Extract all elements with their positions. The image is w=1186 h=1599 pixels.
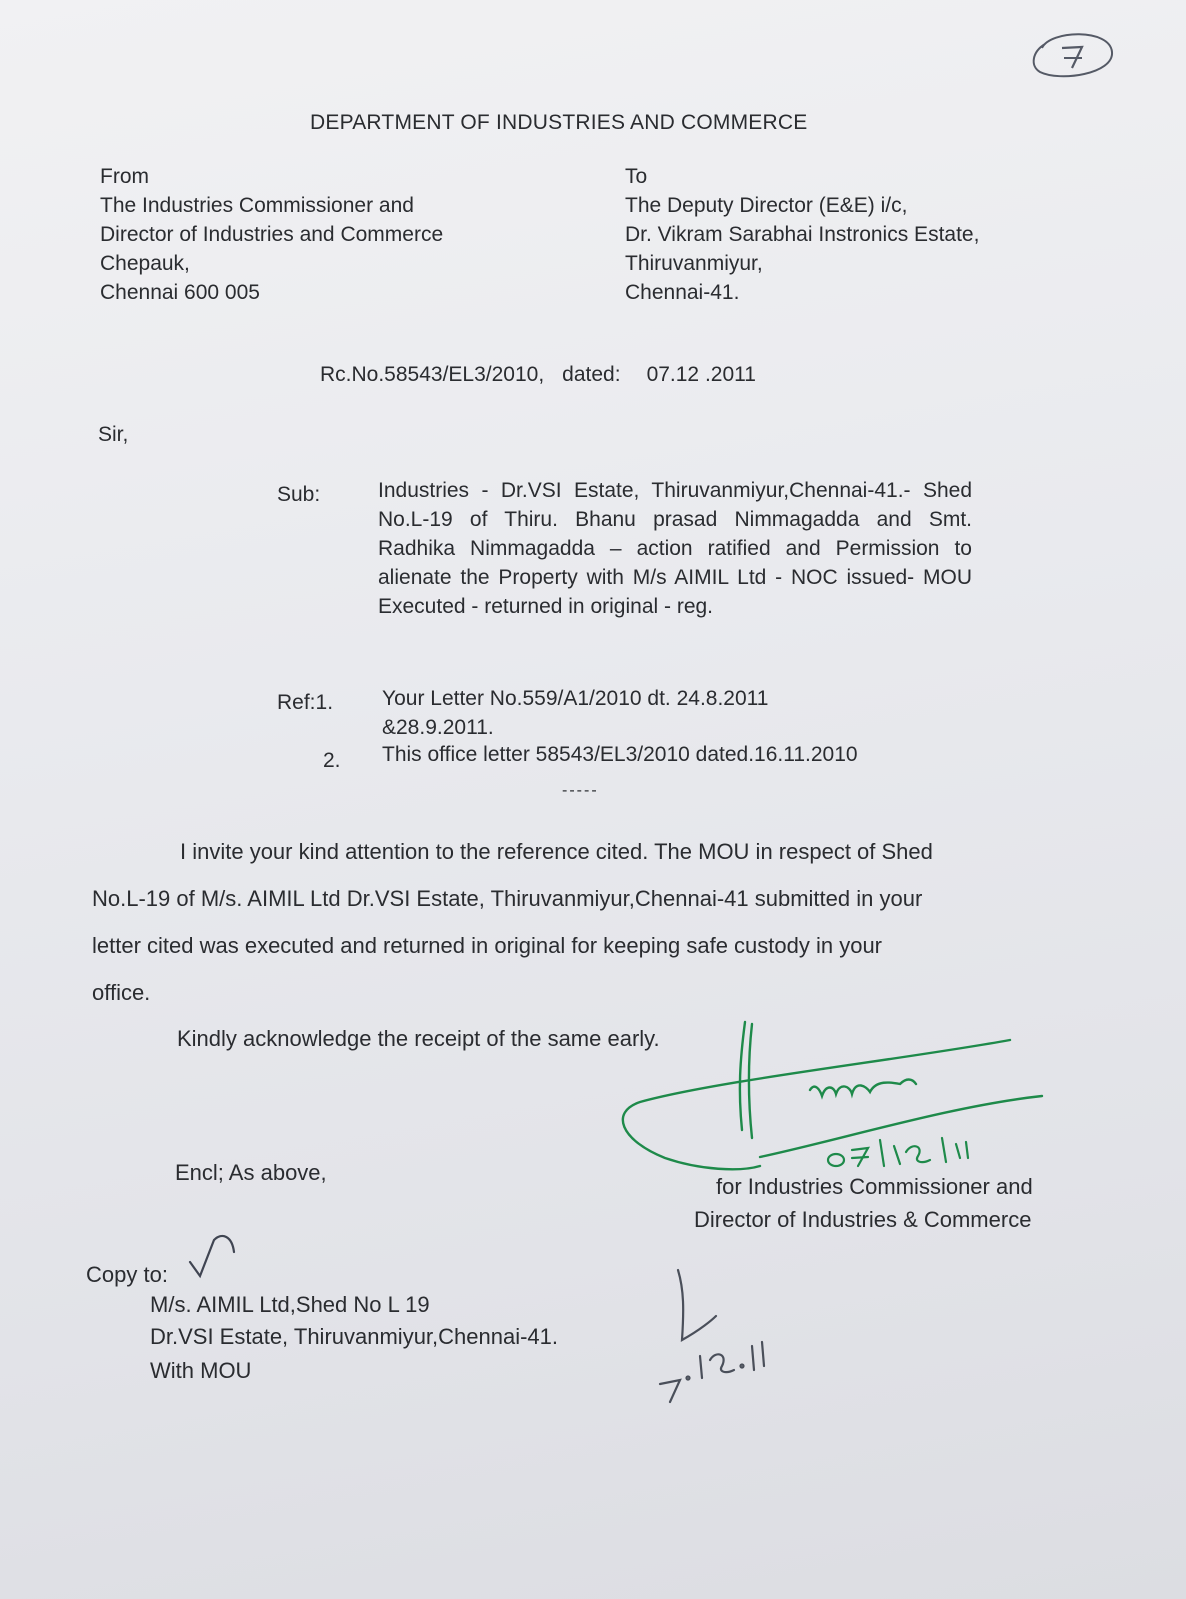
closing-request: Kindly acknowledge the receipt of the same early. [177,1026,660,1051]
signature-date [828,1138,968,1166]
department-heading: DEPARTMENT OF INDUSTRIES AND COMMERCE [310,111,808,134]
page-number-circle [1034,34,1112,76]
copy-to-line: Dr.VSI Estate, Thiruvanmiyur,Chennai-41. [150,1324,559,1349]
letter-date: 07.12 .2011 [646,363,756,386]
enclosure: Encl; As above, [175,1160,327,1185]
subject-text: Industries - Dr.VSI Estate, Thiruvanmiyur,Chennai-41.- Shed No.L-19 of Thiru. Bhanu prasad Nimmagadda and Smt. Radhika Nimmagadda – action ratified and Permission to alienate the Property with M/s AIMIL Ltd - NOC issued- MOU Executed - returned in original - reg. [378,479,972,618]
copy-to-check-mark [190,1236,234,1276]
from-line: Chepauk, [100,252,190,275]
from-label: From [100,165,149,188]
subject-label: Sub: [277,483,321,506]
from-line: Director of Industries and Commerce [100,223,444,246]
pencil-initials [678,1270,716,1340]
salutation: Sir, [98,423,129,446]
from-address [100,162,443,307]
reference-number: Rc.No.58543/EL3/2010, [320,363,545,386]
pencil-date [660,1342,764,1402]
reference-1 [382,684,768,742]
body-line: No.L-19 of M/s. AIMIL Ltd Dr.VSI Estate, Thiruvanmiyur,Chennai-41 submitted in your [92,886,923,911]
reference-1-line: Your Letter No.559/A1/2010 dt. 24.8.2011 [382,687,769,710]
body-paragraph [92,828,1066,1016]
to-line: The Deputy Director (E&E) i/c, [625,194,908,217]
copy-to-line: With MOU [150,1358,252,1383]
body-line: letter cited was executed and returned in original for keeping safe custody in your [92,933,883,958]
reference-line [320,360,756,389]
to-address [625,162,979,307]
signatory-line: Director of Industries & Commerce [694,1207,1032,1232]
to-line: Chennai-41. [625,281,740,304]
signature [623,1022,1042,1169]
body-line: I invite your kind attention to the reference cited. The MOU in respect of Shed [180,839,933,864]
to-line: Dr. Vikram Sarabhai Instronics Estate, [625,223,980,246]
body-line: office. [92,980,151,1005]
reference-2: This office letter 58543/EL3/2010 dated.16.11.2010 [382,743,858,766]
dated-label: dated: [562,363,621,386]
separator: ----- [562,782,599,799]
reference-label: Ref:1. [277,691,334,714]
signatory-line: for Industries Commissioner and [716,1174,1033,1199]
from-line: Chennai 600 005 [100,281,260,304]
to-label: To [625,165,648,188]
copy-to-label: Copy to: [86,1262,168,1287]
from-line: The Industries Commissioner and [100,194,414,217]
to-line: Thiruvanmiyur, [625,252,763,275]
copy-to-line: M/s. AIMIL Ltd,Shed No L 19 [150,1292,430,1317]
reference-1-line: &28.9.2011. [382,716,494,739]
reference-2-number: 2. [323,749,341,772]
